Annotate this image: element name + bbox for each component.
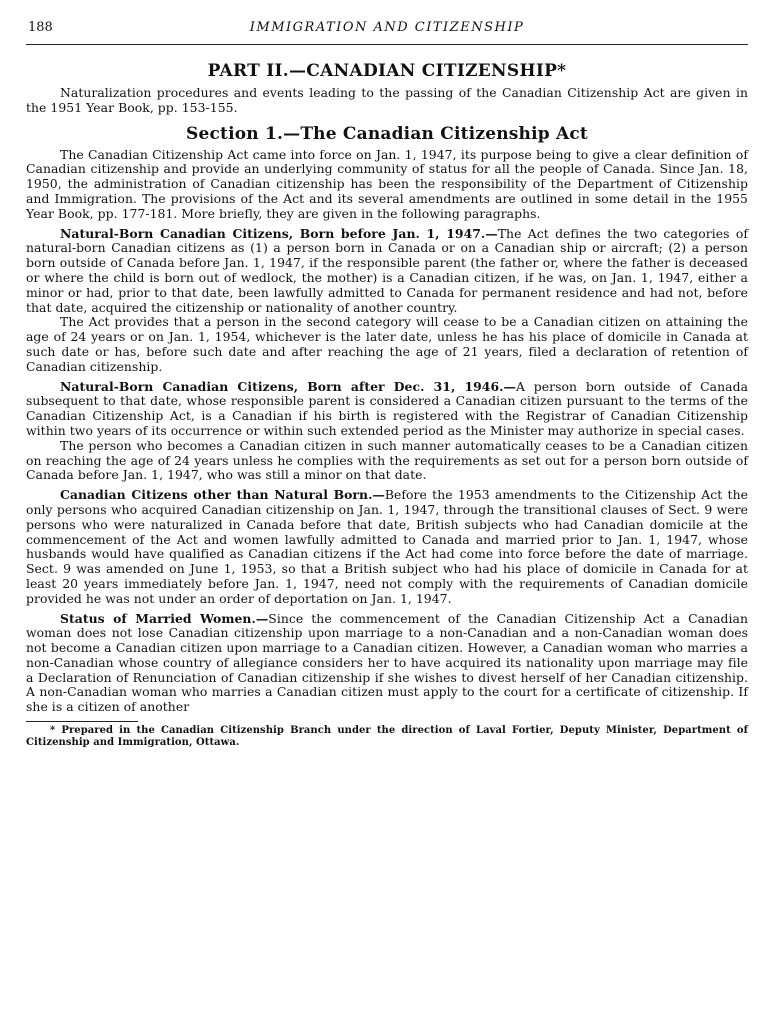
document-page [26,0,748,749]
heading-born-before-1947: Natural-Born Canadian Citizens, Born before Jan. 1, 1947.— [60,225,498,241]
paragraph-born-before-1947 [26,227,748,316]
paragraph-automatic-cessation: The person who becomes a Canadian citizen in such manner automatically ceases to be a Canadian citizen on reaching the age of 24 years unless he complies with the requirements as set out for a person born outside of Canada before Jan. 1, 1947, who was still a minor on that date. [26,437,748,483]
text-born-before-1947: The Act defines the two categories of natural-born Canadian citizens as (1) a person born in Canada or on a Canadian ship or aircraft; (2) a person born outside of Canada before Jan. 1, 1947, if the responsible parent (the father or, where the father is deceased or where the child is born out of wedlock, the mother) is a Canadian citizen, if he was, on Jan. 1, 1947, either a minor or had, prior to that date, been lawfully admitted to Canada for permanent residence and had not, before that date, acquired the citizenship or nationality of another country. [26,225,748,315]
paragraph-born-after-1946 [26,380,748,439]
intro-paragraph: Naturalization procedures and events leading to the passing of the Canadian Citizenship Act are given in the 1951 Year Book, pp. 153-155. [26,85,748,115]
text-other-than-natural: Before the 1953 amendments to the Citizenship Act the only persons who acquired Canadian citizenship on Jan. 1, 1947, through the transitional clauses of Sect. 9 were persons who were naturalized in Canada before that date, British subjects who had Canadian domicile at the commencement of the Act and women lawfully admitted to Canada and married prior to Jan. 1, 1947, whose husbands would have qualified as Canadian citizens if the Act had come into force before the date of marriage. Sect. 9 was amended on June 1, 1953, so that a British subject who had his place of domicile in Canada for at least 20 years immediately before Jan. 1, 1947, need not comply with the requirements of Canadian domicile provided he was not under an order of deportation on Jan. 1, 1947. [26,487,748,606]
section-intro-paragraph: The Canadian Citizenship Act came into force on Jan. 1, 1947, its purpose being to give a clear definition of Canadian citizenship and provide an underlying community of status for all the people of Canada. Since Jan. 18, 1950, the administration of Canadian citizenship has been the responsibility of the Department of Citizenship and Immigration. The provisions of the Act and its several amendments are outlined in some detail in the 1955 Year Book, pp. 177-181. More briefly, they are given in the following paragraphs. [26,146,748,221]
paragraph-second-category: The Act provides that a person in the second category will cease to be a Canadian citizen on attaining the age of 24 years or on Jan. 1, 1954, whichever is the later date, unless he has his place of domicile in Canada at such date or has, before such date and after reaching the age of 21 years, filed a declaration of retention of Canadian citizenship. [26,314,748,374]
heading-born-after-1946: Natural-Born Canadian Citizens, Born after Dec. 31, 1946.— [60,378,516,394]
section-title: Section 1.—The Canadian Citizenship Act [186,123,588,144]
page-number: 188 [28,20,53,35]
heading-married-women: Status of Married Women.— [60,610,269,626]
heading-other-than-natural: Canadian Citizens other than Natural Born.— [60,487,385,503]
text-born-after-1946: A person born outside of Canada subsequent to that date, whose responsible parent is considered a Canadian citizen pursuant to the terms of the Canadian Citizenship Act, is a Canadian if his birth is registered with the Registrar of Canadian Citizenship within two years of its occurrence or within such extended period as the Minister may authorize in special cases. [26,378,749,438]
paragraph-married-women [26,612,748,716]
footnote-rule [26,721,138,722]
part-title: PART II.—CANADIAN CITIZENSHIP* [207,61,567,81]
paragraph-other-than-natural [26,488,748,606]
running-title: IMMIGRATION AND CITIZENSHIP [249,20,525,35]
text-married-women: Since the commencement of the Canadian Citizenship Act a Canadian woman does not lose Canadian citizenship upon marriage to a non-Canadian and a non-Canadian woman does not become a Canadian citizen upon marriage to a Canadian citizen. However, a Canadian woman who marries a non-Canadian whose country of allegiance considers her to have acquired its nationality upon marriage may file a Declaration of Renunciation of Canadian citizenship if she wishes to divest herself of her Canadian citizenship. A non-Canadian woman who marries a Canadian citizen must apply to the court for a certificate of citizenship. If she is a citizen of another [26,610,749,715]
footnote: * Prepared in the Canadian Citizenship Branch under the direction of Laval Fortier, Deputy Minister, Department of Citizenship and Immigration, Ottawa. [26,725,748,749]
running-header [26,20,748,45]
